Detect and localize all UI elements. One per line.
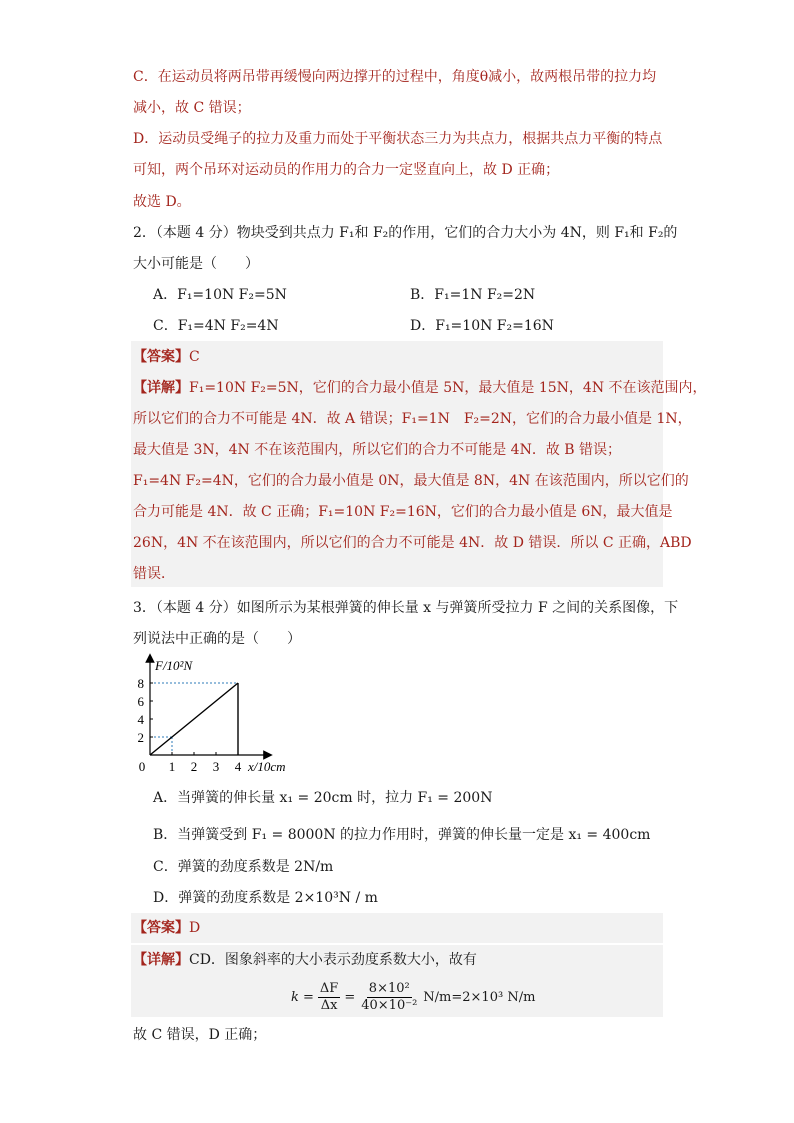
prev-solution-c-line1: C．在运动员将两吊带再缓慢向两边撑开的过程中，角度θ减小，故两根吊带的拉力均	[133, 69, 657, 85]
q2-option-b: B．F₁=1N F₂=2N	[410, 287, 536, 303]
q3-answer-line	[133, 918, 200, 938]
q2-detail-text1: F₁=10N F₂=5N，它们的合力最小值是 5N，最大值是 15N，4N 不在该范围内，	[189, 380, 707, 396]
stiffness-formula	[291, 979, 535, 1015]
x-axis-label: x/10cm	[248, 759, 286, 774]
x-tick-label-4: 4	[234, 759, 242, 774]
fraction-delta-den: Δx	[320, 997, 338, 1013]
x-tick-label-0: 0	[138, 759, 146, 774]
q2-answer-box	[131, 341, 707, 587]
q3-stem-line2: 列说法中正确的是（ ）	[133, 631, 301, 647]
q3-option-b: B．当弹簧受到 F₁ = 8000N 的拉力作用时，弹簧的伸长量一定是 x₁ = 400cm	[153, 827, 651, 843]
q2-detail-line7: 错误．	[133, 566, 175, 582]
series-line-0	[150, 683, 238, 755]
prev-solution-c-line2: 减小，故 C 错误；	[133, 100, 251, 116]
q2-stem-line2: 大小可能是（ ）	[133, 256, 259, 272]
q2-option-a: A．F₁=10N F₂=5N	[153, 287, 287, 303]
q2-option-d: D．F₁=10N F₂=16N	[410, 318, 554, 334]
x-tick-label-1: 1	[168, 759, 176, 774]
prev-solution-choose: 故选 D。	[133, 194, 191, 210]
x-tick-label-2: 2	[190, 759, 198, 774]
y-tick-label-2: 2	[137, 730, 144, 745]
prev-solution-d-line2: 可知，两个吊环对运动员的作用力的合力一定竖直向上，故 D 正确；	[133, 162, 560, 178]
fraction-values-num: 8×10²	[368, 980, 410, 996]
q2-detail-tag: 【详解】	[133, 380, 189, 396]
q3-option-d: D．弹簧的劲度系数是 2×10³N / m	[153, 890, 378, 906]
q3-option-a: A．当弹簧的伸长量 x₁ = 20cm 时，拉力 F₁ = 200N	[153, 790, 493, 806]
fraction-delta	[318, 981, 340, 1014]
q2-detail-line1	[133, 378, 707, 398]
q3-detail-text: CD．图象斜率的大小表示劲度系数大小，故有	[189, 952, 477, 968]
q2-answer-tag: 【答案】	[133, 349, 189, 365]
formula-result: N/m=2×10³ N/m	[423, 989, 536, 1005]
q3-detail-tag: 【详解】	[133, 952, 189, 968]
y-tick-label-6: 6	[137, 694, 144, 709]
q3-answer-value: D	[189, 920, 201, 936]
y-tick-label-8: 8	[137, 676, 144, 691]
fraction-delta-num: ΔF	[319, 980, 339, 996]
q2-detail-line4: F₁=4N F₂=4N，它们的合力最小值是 0N，最大值是 8N，4N 在该范围内，所以它们的	[133, 473, 689, 489]
q3-detail-box	[131, 945, 663, 1017]
q3-answer-tag: 【答案】	[133, 920, 189, 936]
q3-answer-box	[131, 913, 663, 943]
formula-equals: =	[344, 989, 356, 1005]
q3-conclusion: 故 C 错误，D 正确；	[133, 1027, 267, 1043]
formula-lhs: k =	[291, 989, 314, 1005]
q2-detail-line3: 最大值是 3N，4N 不在该范围内，所以它们的合力不可能是 4N．故 B 错误；	[133, 442, 622, 458]
prev-solution-d-line1: D．运动员受绳子的拉力及重力而处于平衡状态三力为共点力，根据共点力平衡的特点	[133, 131, 663, 147]
q2-stem-line1: 2．（本题 4 分）物块受到共点力 F₁和 F₂的作用，它们的合力大小为 4N，则 F₁和 F₂的	[133, 225, 678, 241]
fraction-values	[359, 981, 419, 1014]
q2-answer-line	[133, 347, 200, 367]
q2-answer-value: C	[189, 349, 200, 365]
q3-detail-line	[133, 950, 477, 970]
x-tick-label-3: 3	[212, 759, 220, 774]
spring-force-extension-chart	[128, 652, 298, 778]
q2-detail-line5: 合力可能是 4N．故 C 正确；F₁=10N F₂=16N，它们的合力最小值是 6N，最大值是	[133, 504, 673, 520]
q2-option-c: C．F₁=4N F₂=4N	[153, 318, 279, 334]
q3-stem-line1: 3．（本题 4 分）如图所示为某根弹簧的伸长量 x 与弹簧所受拉力 F 之间的关系图像，下	[133, 600, 679, 616]
q3-option-c: C．弹簧的劲度系数是 2N/m	[153, 859, 334, 875]
y-tick-label-4: 4	[137, 712, 144, 727]
q2-detail-line6: 26N，4N 不在该范围内，所以它们的合力不可能是 4N．故 D 错误．所以 C 正确，ABD	[133, 535, 692, 551]
fraction-values-den: 40×10⁻²	[361, 997, 418, 1013]
q2-detail-line2: 所以它们的合力不可能是 4N．故 A 错误；F₁=1N F₂=2N，它们的合力最小值是 1N，	[133, 411, 692, 427]
y-axis-label: F/10²N	[155, 658, 193, 673]
